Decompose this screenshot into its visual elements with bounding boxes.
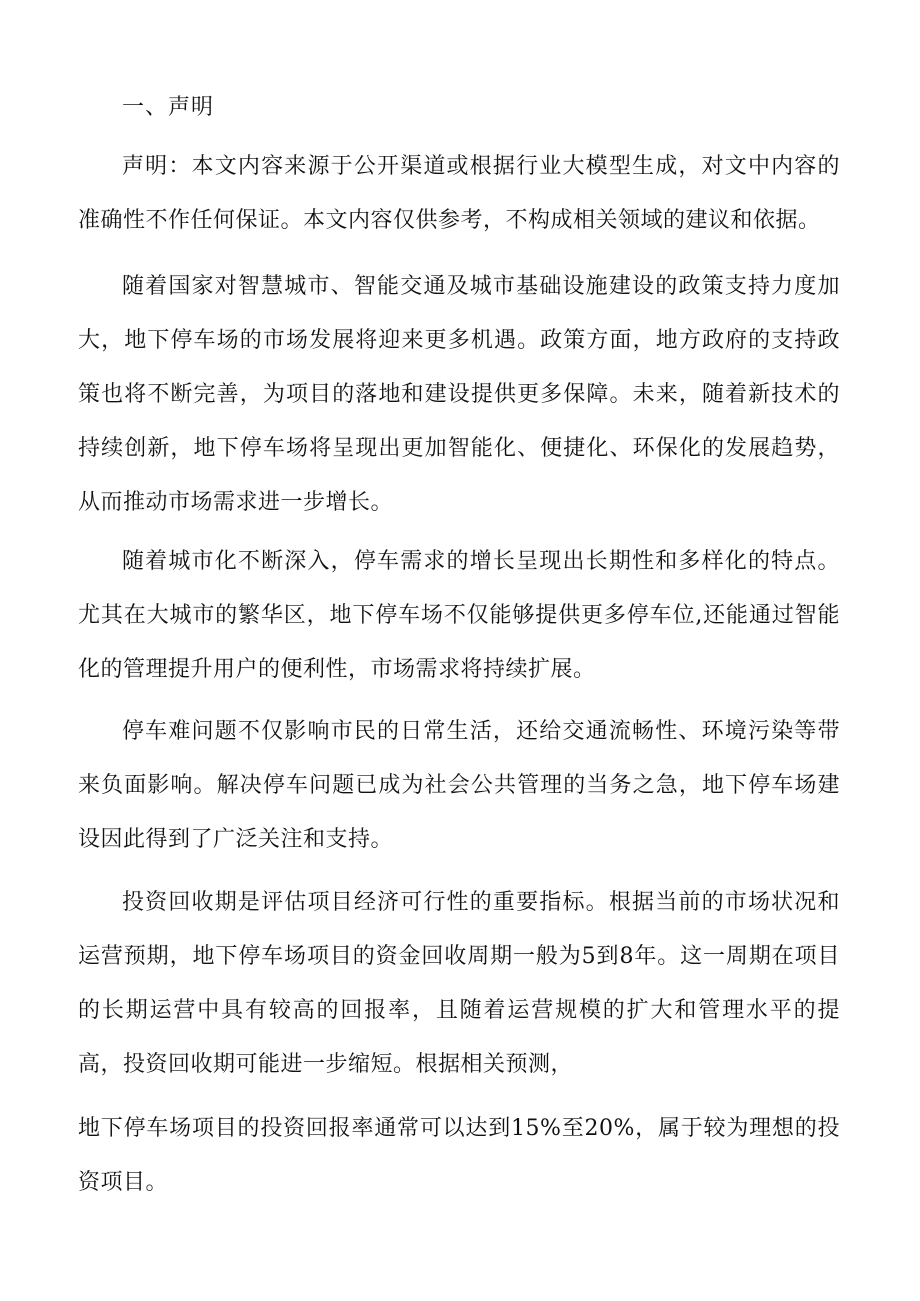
payback-period-paragraph: 投资回收期是评估项目经济可行性的重要指标。根据当前的市场状况和运营预期，地下停车场项目的资金回收周期一般为5到8年。这一周期在项目的长期运营中具有较高的回报率，且随着运营规模的扩大和管理水平的提高，投资回收期可能进一步缩短。根据相关预测， (78, 890, 840, 1077)
urbanization-paragraph: 随着城市化不断深入，停车需求的增长呈现出长期性和多样化的特点。尤其在大城市的繁华区，地下停车场不仅能够提供更多停车位,还能通过智能化的管理提升用户的便利性，市场需求将持续扩展。 (78, 549, 840, 682)
return-rate-paragraph: 地下停车场项目的投资回报率通常可以达到15%至20%，属于较为理想的投资项目。 (78, 1116, 840, 1195)
section-heading: 一、声明 (122, 95, 215, 120)
disclaimer-paragraph: 声明：本文内容来源于公开渠道或根据行业大模型生成，对文中内容的准确性不作任何保证。本文内容仅供参考，不构成相关领域的建议和依据。 (78, 154, 840, 233)
policy-paragraph: 随着国家对智慧城市、智能交通及城市基础设施建设的政策支持力度加大，地下停车场的市场发展将迎来更多机遇。政策方面，地方政府的支持政策也将不断完善，为项目的落地和建设提供更多保障。未来，随着新技术的持续创新，地下停车场将呈现出更加智能化、便捷化、环保化的发展趋势，从而推动市场需求进一步增长。 (78, 274, 840, 515)
parking-problem-paragraph: 停车难问题不仅影响市民的日常生活，还给交通流畅性、环境污染等带来负面影响。解决停车问题已成为社会公共管理的当务之急，地下停车场建设因此得到了广泛关注和支持。 (78, 719, 840, 852)
